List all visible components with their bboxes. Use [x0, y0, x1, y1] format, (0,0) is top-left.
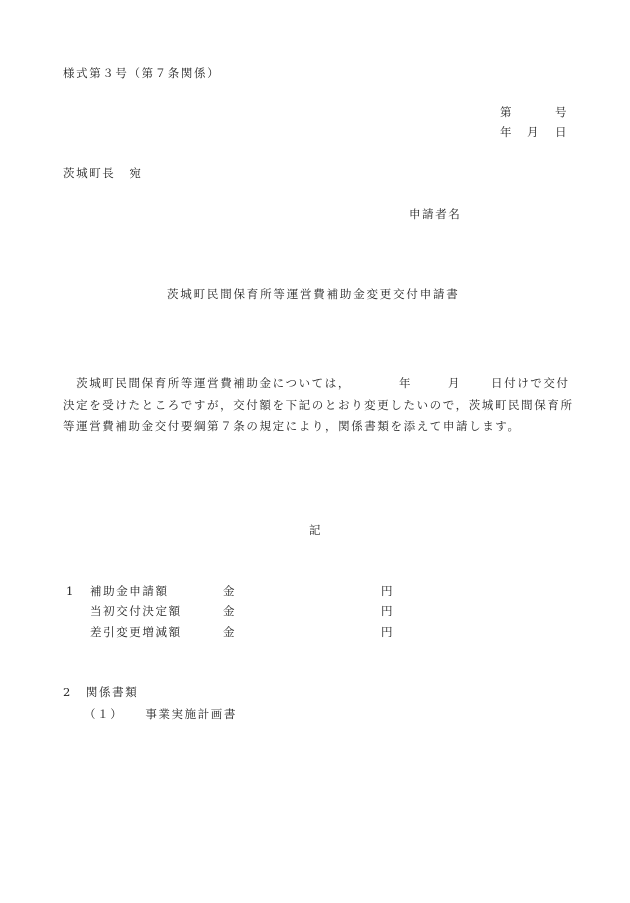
date-year: 年	[500, 125, 514, 139]
body-month: 月	[448, 376, 462, 390]
currency-prefix: 金	[223, 584, 237, 598]
addressee-name: 茨城町長	[63, 166, 116, 180]
currency-prefix: 金	[223, 625, 237, 639]
ki-heading: 記	[309, 523, 323, 537]
amount-row	[63, 627, 403, 641]
body-paragraph-line-3: 等運営費補助金交付要綱第７条の規定により，関係書類を添えて申請します。	[63, 419, 521, 433]
body-year: 年	[399, 376, 413, 390]
amount-label: 当初交付決定額	[90, 604, 182, 618]
amount-label: 補助金申請額	[90, 584, 169, 598]
addressee-honorific: 宛	[129, 166, 143, 180]
doc-number-prefix: 第	[500, 105, 514, 119]
form-number: 様式第３号（第７条関係）	[63, 66, 221, 80]
date-month: 月	[527, 125, 541, 139]
section-2-heading	[63, 687, 138, 699]
section-number: 1	[66, 584, 75, 598]
section-label: 関係書類	[85, 685, 139, 699]
document-title: 茨城町民間保育所等運営費補助金変更交付申請書	[167, 287, 460, 301]
currency-suffix: 円	[381, 625, 395, 639]
item-label: 事業実施計画書	[145, 707, 238, 721]
body-paragraph-line-2: 決定を受けたところですが，交付額を下記のとおり変更したいので，茨城町民間保育所	[63, 398, 574, 412]
currency-suffix: 円	[381, 584, 395, 598]
related-document-item	[84, 709, 237, 721]
section-number: 2	[63, 685, 72, 699]
amount-row	[63, 586, 403, 600]
date-day: 日	[555, 125, 569, 139]
body-lead-text: 茨城町民間保育所等運営費補助金については，	[63, 376, 351, 390]
currency-suffix: 円	[381, 604, 395, 618]
amount-label: 差引変更増減額	[90, 625, 182, 639]
doc-number-suffix: 号	[555, 105, 569, 119]
item-number: （１）	[84, 707, 124, 721]
addressee	[63, 168, 143, 180]
amount-row	[63, 606, 403, 620]
applicant-name-label: 申請者名	[409, 207, 462, 221]
body-paragraph-line-1	[63, 378, 573, 392]
currency-prefix: 金	[223, 604, 237, 618]
body-tail-text: 日付けで交付	[491, 376, 570, 390]
